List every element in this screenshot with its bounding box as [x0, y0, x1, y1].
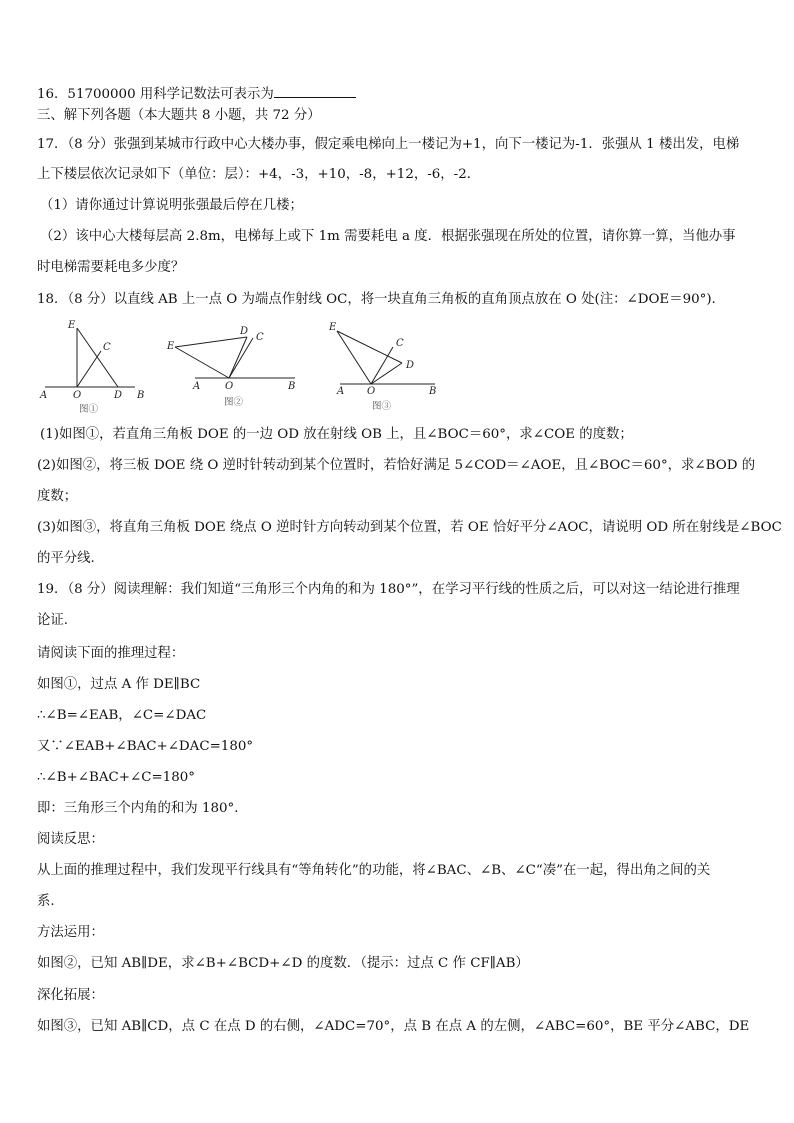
q18-part-3-line-1: (3)如图③，将直角三角板 DOE 绕点 O 逆时针方向转动到某个位置，若 OE 恰好平分∠AOC，请说明 OD 所在射线是∠BOC	[37, 520, 782, 535]
fig1-label-d: D	[114, 390, 123, 401]
q18-part-2-line-1: (2)如图②，将三板 DOE 绕 O 逆时针转动到某个位置时，若恰好满足 5∠COD＝∠AOE，且∠BOC＝60°，求∠BOD 的	[37, 458, 756, 473]
fig1-label-a: A	[40, 390, 48, 401]
question-16-text: 16．51700000 用科学记数法可表示为	[37, 87, 274, 102]
fig1-caption: 图①	[79, 404, 99, 415]
fig2-label-e: E	[167, 341, 175, 352]
fig3-label-a: A	[337, 386, 345, 397]
fig2-label-d: D	[240, 326, 249, 337]
q19-step-3: 又∵∠EAB+∠BAC+∠DAC=180°	[37, 739, 254, 754]
q19-reflect-line-2: 系.	[37, 894, 55, 909]
q17-line-2: 上下楼层依次记录如下（单位：层）：+4，-3，+10，-8，+12，-6，-2．	[37, 167, 481, 182]
question-16	[37, 83, 774, 104]
q18-figures-svg	[35, 318, 455, 418]
fig2-label-b: B	[288, 381, 296, 392]
q19-deep-title: 深化拓展：	[37, 988, 104, 1003]
fig3-label-c: C	[396, 338, 404, 349]
q19-step-4: ∴∠B+∠BAC+∠C=180°	[37, 770, 195, 785]
fig3-segment-od	[371, 363, 402, 384]
fig3-label-b: B	[429, 386, 437, 397]
fig3-label-d: D	[406, 360, 415, 371]
fig2-label-o: O	[225, 381, 234, 392]
fig1-label-o: O	[73, 390, 82, 401]
figure-2	[166, 326, 295, 408]
q17-part-1: （1）请你通过计算说明张强最后停在几楼；	[40, 198, 303, 213]
q19-step-5: 即：三角形三个内角的和为 180°．	[37, 801, 248, 816]
q18-intro: 18．（8 分）以直线 AB 上一点 O 为端点作射线 OC，将一块直角三角板的直角顶点放在 O 处(注：∠DOE＝90°).	[37, 292, 716, 307]
q19-step-1: 如图①，过点 A 作 DE∥BC	[37, 677, 201, 692]
fig2-ray-oc	[229, 338, 253, 378]
q19-read-prompt: 请阅读下面的推理过程：	[37, 646, 185, 661]
figure-3	[328, 322, 436, 412]
fig3-caption: 图③	[372, 401, 392, 412]
answer-blank	[274, 83, 356, 98]
q18-part-1: (1)如图①，若直角三角板 DOE 的一边 OD 放在射线 OB 上，且∠BOC＝60°，求∠COE 的度数；	[40, 427, 633, 442]
fig1-ray-oc	[77, 351, 101, 387]
q17-part-2-line-1: （2）该中心大楼每层高 2.8m，电梯每上或下 1m 需要耗电 a 度．根据张强现在所处的位置，请你算一算，当他办事	[40, 229, 736, 244]
q19-reflect-title: 阅读反思：	[37, 832, 104, 847]
fig1-label-e: E	[68, 320, 76, 331]
q17-part-2-line-2: 时电梯需要耗电多少度？	[37, 260, 185, 275]
fig2-label-c: C	[256, 332, 264, 343]
fig2-caption: 图②	[224, 397, 244, 408]
q19-line-1: 19．（8 分）阅读理解：我们知道“三角形三个内角的和为 180°”，在学习平行线的性质之后，可以对这一结论进行推理	[37, 582, 740, 597]
figure-1	[39, 320, 144, 415]
q19-method-title: 方法运用：	[37, 925, 104, 940]
q17-line-1: 17．（8 分）张强到某城市行政中心大楼办事，假定乘电梯向上一楼记为+1，向下一楼记为-1．张强从 1 楼出发，电梯	[37, 137, 740, 152]
q18-part-2-line-2: 度数；	[37, 489, 78, 504]
fig1-label-c: C	[103, 342, 111, 353]
fig2-label-a: A	[193, 381, 201, 392]
q18-figures	[35, 318, 455, 418]
fig3-label-o: O	[367, 386, 376, 397]
fig2-segment-ed	[175, 337, 247, 347]
q19-method-text: 如图②，已知 AB∥DE，求∠B+∠BCD+∠D 的度数．（提示：过点 C 作 CF∥AB）	[37, 956, 529, 971]
fig2-segment-oe	[175, 347, 229, 378]
q18-part-3-line-2: 的平分线.	[37, 551, 95, 566]
q19-reflect-line-1: 从上面的推理过程中，我们发现平行线具有“等角转化”的功能，将∠BAC、∠B、∠C“凑”在一起，得出角之间的关	[37, 863, 711, 878]
q19-step-2: ∴∠B=∠EAB，∠C=∠DAC	[37, 708, 207, 723]
q19-deep-text: 如图③，已知 AB∥CD，点 C 在点 D 的右侧，∠ADC=70°，点 B 在点 A 的左侧，∠ABC=60°，BE 平分∠ABC，DE	[37, 1019, 750, 1034]
fig1-label-b: B	[137, 390, 145, 401]
section-3-title: 三、解下列各题（本大题共 8 小题，共 72 分）	[37, 108, 321, 123]
fig3-label-e: E	[329, 322, 337, 333]
q19-line-2: 论证.	[37, 613, 69, 628]
fig3-ray-oc	[371, 347, 393, 384]
fig2-segment-od	[229, 337, 247, 378]
